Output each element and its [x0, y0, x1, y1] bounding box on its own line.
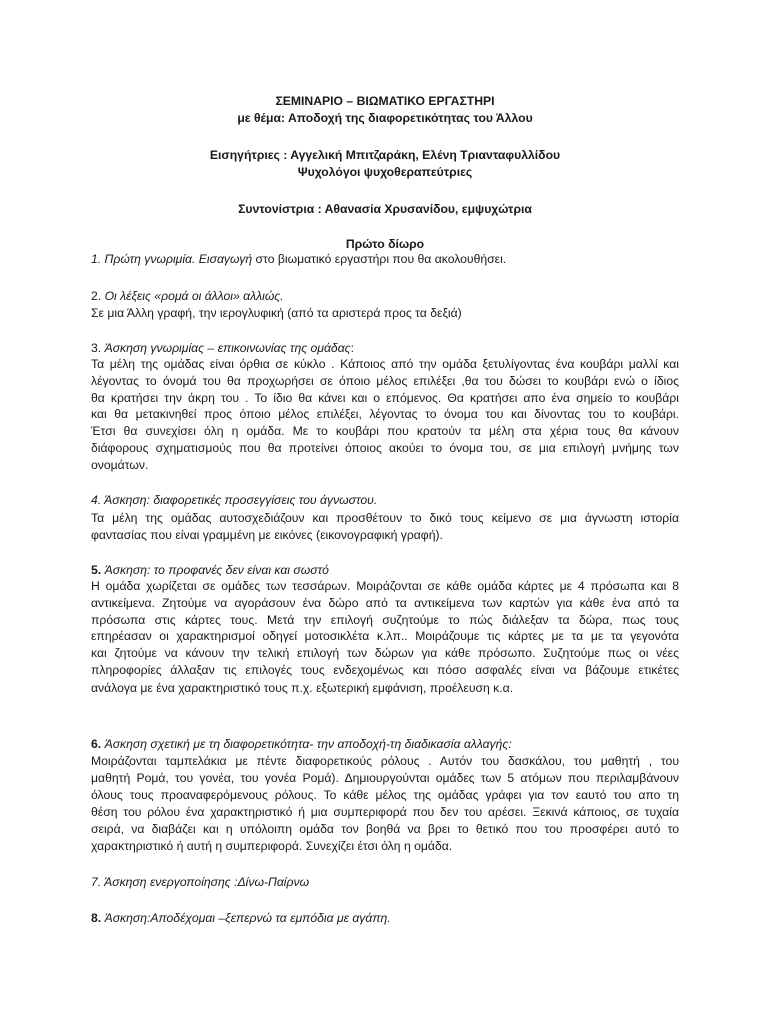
item-1-title: 1. Πρώτη γνωριμία. Εισαγωγή [91, 252, 253, 266]
item-5-number: 5. [91, 563, 105, 577]
speakers-role: Ψυχολόγοι ψυχοθεραπεύτριες [297, 165, 473, 179]
paragraph-line: πληροφορίες άλλαξαν τις επιλογές τους ενδεχομένως και πόσο ασφαλές είναι να βάζουμε ετικέτες [91, 663, 679, 677]
item-8-number: 8. [91, 911, 105, 925]
paragraph-line: λέγοντας το όνομά του θα προχωρήσει σε όποιο μέλος επιλέξει ,θα του δώσει το κουβάρι ενώ ο ίδιος [91, 374, 679, 388]
item-2-body: Σε μια Άλλη γραφή, την ιερογλυφική (από τα αριστερά προς τα δεξιά) [91, 306, 462, 320]
item-6-heading [91, 736, 679, 753]
item-8-title: Άσκηση:Αποδέχομαι –ξεπερνώ τα εμπόδια με αγάπη. [104, 911, 391, 925]
paragraph-line: όλους τους προαναφερόμενους ρόλους. Το κάθε μέλος της ομάδας γράφει για τον εαυτό του απο τη [91, 788, 679, 802]
item-3-number: 3. [91, 341, 105, 355]
item-8-heading [91, 910, 679, 927]
section-heading: Πρώτο δίωρο [345, 237, 425, 251]
item-1-body: στο βιωματικό εργαστήρι που θα ακολουθήσει. [252, 252, 507, 266]
item-1 [91, 251, 679, 268]
paragraph-line: μαθητή Ρομά, του γονέα, του γονέα Ρομά). Δημιουργούνται ομάδες των 5 ατόμων που περιλαμβάνουν [91, 771, 679, 785]
item-6-number: 6. [91, 737, 105, 751]
item-3-heading: 3. Άσκηση γνωριμίας – επικοινωνίας της ομάδας: [91, 341, 354, 355]
paragraph-line: Μοιράζονται ταμπελάκια με πέντε διαφορετικούς ρόλους . Αυτόν του δασκάλου, του μαθητή , του [91, 754, 679, 768]
document-title: ΣΕΜΙΝΑΡΙΟ – ΒΙΩΜΑΤΙΚΟ ΕΡΓΑΣΤΗΡΙ [275, 94, 495, 108]
item-5-title: Άσκηση: το προφανές δεν είναι και σωστό [104, 563, 329, 577]
item-2-number: 2. [91, 289, 105, 303]
paragraph-line: διάφορους σχηματισμούς που θα προτείνει όποιος ακούει το όνομα του, σε μια επιλογή μνήμης των [91, 441, 679, 455]
item-7-heading [91, 874, 679, 891]
paragraph-line: αντικείμενα. Ζητούμε να αγοράσουν ένα δώρο από τα αντικείμενα των καρτών για κάθε ένα από τα [91, 596, 679, 610]
paragraph-line: σειρά, να διαβάζει και η υπόλοιπη ομάδα τον βοηθά να βρει το θετικό που του προσφέρει αυτό το [91, 822, 679, 836]
paragraph-line: επηρέασαν οι χαρακτηρισμοί οδηγεί μοτοσικλέτα κ.λπ.. Μοιράζουμε τις κάρτες με τα με τα γεγονότα [91, 629, 679, 643]
document-subtitle: με θέμα: Αποδοχή της διαφορετικότητας του Άλλου [237, 111, 533, 125]
paragraph-line: και ζητούμε να κάνουν την τελική επιλογή των δώρων για κάθε πρόσωπο. Συζητούμε πως οι νέες [91, 646, 679, 660]
speakers-line: Εισηγήτριες : Αγγελική Μπιτζαράκη, Ελένη Τριανταφυλλίδου [209, 148, 561, 162]
paragraph-line: Η ομάδα χωρίζεται σε ομάδες των τεσσάρων. Μοιράζονται σε κάθε ομάδα κάρτες με 4 πρόσωπα και 8 [91, 579, 679, 593]
paragraph-line: χαρακτηριστικό ή αυτή η συμπεριφορά. Συνεχίζει έτσι όλη η ομάδα. [91, 839, 453, 853]
paragraph-line: ονομάτων. [91, 458, 149, 472]
paragraph-line: Τα μέλη της ομάδας αυτοσχεδιάζουν και προσθέτουν το δικό τους κείμενο σε μια άγνωστη ιστορία [91, 511, 679, 525]
item-7-title: 7. Άσκηση ενεργοποίησης :Δίνω-Παίρνω [91, 875, 310, 889]
paragraph-line: Έτσι θα συνεχίσει όλη η ομάδα. Με το κουβάρι που κρατούν τα μέλη στα χέρια τους θα κάνουν [91, 424, 679, 438]
paragraph-line: φαντασίας που είναι γραμμένη με εικόνες (εικονογραφική γραφή). [91, 528, 443, 542]
item-4-heading [91, 492, 679, 509]
paragraph-line: θέση του ρόλου ένα χαρακτηριστικό ή μια συμπεριφορά που δεν του αρέσει. Ξεκινά κάποιος, σε τυχαία [91, 805, 679, 819]
paragraph-line: Τα μέλη της ομάδας είναι όρθια σε κύκλο . Κάποιος από την ομάδα ξετυλίγοντας ένα κουβάρι μαλλί και [91, 357, 679, 371]
item-5-heading [91, 562, 679, 579]
paragraph-line: και θα μετακινηθεί προς όποιο μέλος επιλέξει, λέγοντας το όνομα του και δίνοντας του το κουβάρι. [91, 407, 679, 421]
coordinator-line: Συντονίστρια : Αθανασία Χρυσανίδου, εμψυχώτρια [238, 202, 532, 216]
paragraph-line: πρόσωπα στις κάρτες τους. Μετά την επιλογή συζητούμε το πώς διάλεξαν τα δώρα, πως τους [91, 613, 679, 627]
item-6-title: Άσκηση σχετική με τη διαφορετικότητα- την αποδοχή-τη διαδικασία αλλαγής: [104, 737, 512, 751]
item-2-title: Οι λέξεις «ρομά οι άλλοι» αλλιώς. [104, 289, 284, 303]
item-4-title: 4. Άσκηση: διαφορετικές προσεγγίσεις του άγνωστου. [91, 493, 378, 507]
paragraph-line: ανάλογα με ένα χαρακτηριστικό τους π.χ. εξωτερική εμφάνιση, προέλευση κ.α. [91, 681, 514, 695]
item-3-title: Άσκηση γνωριμίας – επικοινωνίας της ομάδας [104, 341, 351, 355]
item-2-heading [91, 288, 679, 305]
paragraph-line: θα κρατήσει την άκρη του . Το ίδιο θα κάνει και ο επόμενος. Θα κρατήσει απο ένα σημείο το κουβάρι [91, 391, 679, 405]
